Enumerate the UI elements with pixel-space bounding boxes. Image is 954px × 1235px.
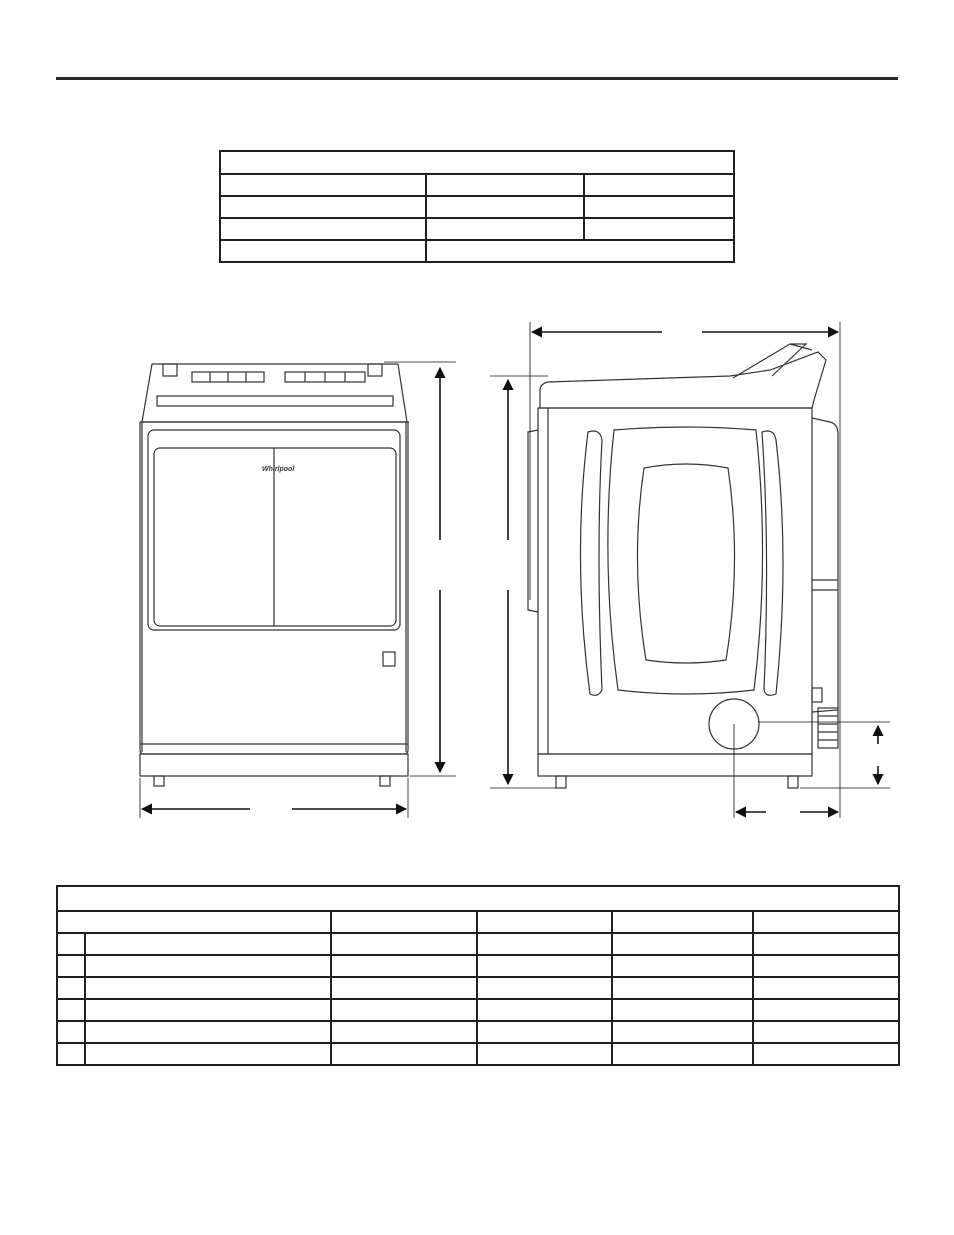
side-view bbox=[528, 344, 838, 788]
row-value bbox=[753, 955, 899, 977]
header-rule bbox=[56, 77, 898, 80]
row-letter bbox=[57, 999, 85, 1021]
row-value bbox=[753, 1021, 899, 1043]
spec-table-row bbox=[220, 196, 734, 218]
spec-cell bbox=[426, 174, 584, 196]
column-header bbox=[477, 911, 612, 933]
dimension-table-header bbox=[57, 886, 899, 911]
row-value bbox=[477, 1043, 612, 1065]
row-value bbox=[753, 933, 899, 955]
row-label bbox=[85, 955, 331, 977]
column-header bbox=[331, 911, 477, 933]
row-letter bbox=[57, 1043, 85, 1065]
row-value bbox=[753, 977, 899, 999]
brand-logo: Whirlpool bbox=[262, 466, 295, 473]
row-value bbox=[477, 933, 612, 955]
row-value bbox=[477, 1021, 612, 1043]
column-header bbox=[57, 911, 331, 933]
row-label bbox=[85, 977, 331, 999]
table-row bbox=[57, 955, 899, 977]
spec-cell bbox=[584, 174, 734, 196]
table-row bbox=[57, 999, 899, 1021]
spec-cell bbox=[220, 196, 426, 218]
spec-table bbox=[219, 150, 735, 263]
spec-cell bbox=[426, 196, 584, 218]
row-value bbox=[753, 1043, 899, 1065]
row-letter bbox=[57, 933, 85, 955]
row-value bbox=[612, 999, 753, 1021]
row-value bbox=[477, 955, 612, 977]
dimension-table-column-row bbox=[57, 911, 899, 933]
row-label bbox=[85, 1021, 331, 1043]
row-value bbox=[331, 999, 477, 1021]
row-letter bbox=[57, 977, 85, 999]
row-value bbox=[331, 1043, 477, 1065]
front-width-dimension bbox=[140, 778, 408, 818]
dimension-table-header-row bbox=[57, 886, 899, 911]
row-value bbox=[331, 1021, 477, 1043]
row-value bbox=[331, 955, 477, 977]
spec-table-header-row bbox=[220, 151, 734, 174]
column-header bbox=[612, 911, 753, 933]
row-value bbox=[612, 933, 753, 955]
spec-table-header bbox=[220, 151, 734, 174]
spec-cell bbox=[426, 240, 734, 262]
column-header bbox=[753, 911, 899, 933]
row-letter bbox=[57, 955, 85, 977]
table-row bbox=[57, 1043, 899, 1065]
vent-offset-dimension bbox=[734, 724, 838, 818]
spec-cell bbox=[220, 174, 426, 196]
spec-table-row bbox=[220, 240, 734, 262]
side-height-dimension bbox=[490, 376, 556, 788]
dimension-table bbox=[56, 885, 900, 1066]
table-row bbox=[57, 933, 899, 955]
row-value bbox=[612, 977, 753, 999]
table-row bbox=[57, 977, 899, 999]
spec-table-row bbox=[220, 174, 734, 196]
spec-cell bbox=[584, 196, 734, 218]
spec-cell bbox=[426, 218, 584, 240]
front-height-dimension bbox=[384, 362, 456, 776]
row-value bbox=[331, 977, 477, 999]
front-view bbox=[140, 364, 409, 786]
row-label bbox=[85, 933, 331, 955]
row-label bbox=[85, 1043, 331, 1065]
row-value bbox=[612, 1021, 753, 1043]
row-value bbox=[477, 977, 612, 999]
row-value bbox=[477, 999, 612, 1021]
row-label bbox=[85, 999, 331, 1021]
row-letter bbox=[57, 1021, 85, 1043]
dryer-dimension-drawing bbox=[0, 300, 954, 830]
side-depth-dimension bbox=[530, 322, 840, 818]
spec-cell bbox=[220, 218, 426, 240]
row-value bbox=[612, 1043, 753, 1065]
table-row bbox=[57, 1021, 899, 1043]
row-value bbox=[612, 955, 753, 977]
row-value bbox=[753, 999, 899, 1021]
spec-cell bbox=[584, 218, 734, 240]
spec-table-row bbox=[220, 218, 734, 240]
row-value bbox=[331, 933, 477, 955]
spec-cell bbox=[220, 240, 426, 262]
